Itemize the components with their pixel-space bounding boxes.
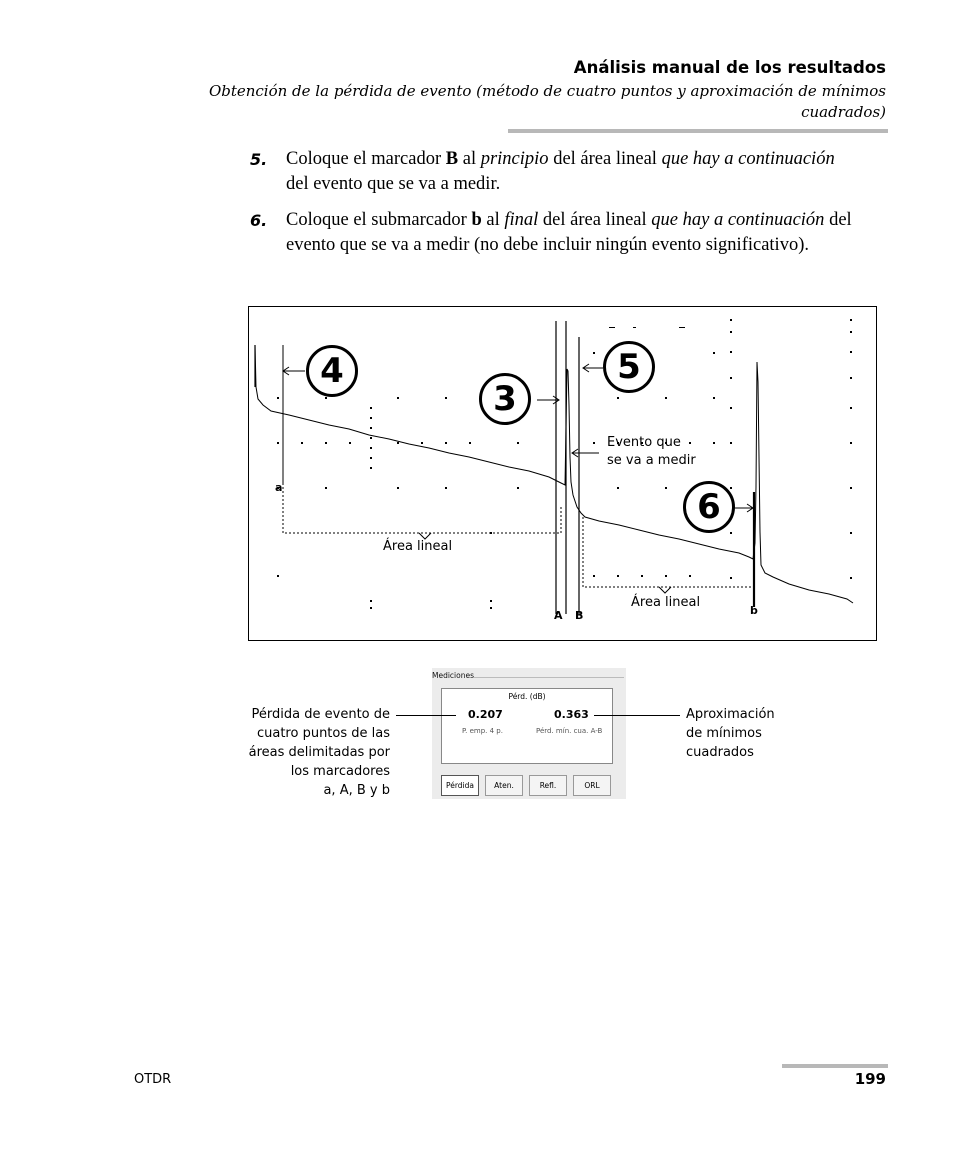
lsa-leader-line — [594, 715, 680, 716]
four-point-leader-line — [396, 715, 456, 716]
marker-a-label: a — [275, 481, 283, 494]
panel-group-title: Mediciones — [432, 671, 475, 680]
measurements-panel — [432, 668, 626, 799]
callout-5: 5 — [603, 341, 655, 393]
event-label-line1: Evento que — [607, 435, 681, 450]
four-point-loss-value: 0.207 — [468, 708, 503, 721]
tab-orl[interactable]: ORL — [573, 775, 611, 796]
callout-6: 6 — [683, 481, 735, 533]
tab-refl[interactable]: Refl. — [529, 775, 567, 796]
loss-results-box — [441, 688, 613, 764]
callout-4: 4 — [306, 345, 358, 397]
page-number: 199 — [854, 1070, 886, 1088]
step-5 — [250, 147, 860, 197]
footer-product: OTDR — [134, 1072, 172, 1087]
lsa-loss-value: 0.363 — [554, 708, 589, 721]
tab-aten[interactable]: Aten. — [485, 775, 523, 796]
loss-column-header: Pérd. (dB) — [508, 692, 546, 701]
four-point-loss-label: P. emp. 4 p. — [462, 727, 503, 735]
panel-group-rule — [474, 677, 624, 678]
step-text: Coloque el submarcador b al final del área lineal que hay a continuación del evento que se va a medir (no debe incluir ningún evento significativo). — [286, 210, 852, 255]
step-number: 6. — [250, 211, 268, 230]
header-rule — [508, 129, 888, 133]
marker-b-label: b — [750, 604, 758, 617]
lsa-loss-label: Pérd. mín. cua. A-B — [536, 727, 603, 735]
otdr-trace-figure — [248, 306, 877, 641]
tab-perdida[interactable]: Pérdida — [441, 775, 479, 796]
marker-A-label: A — [554, 609, 563, 622]
step-6 — [250, 208, 860, 258]
section-title: Análisis manual de los resultados — [573, 58, 886, 77]
footer-rule — [782, 1064, 888, 1068]
step-text: Coloque el marcador B al principio del área lineal que hay a continuación del evento que se va a medir. — [286, 149, 835, 194]
section-subtitle: Obtención de la pérdida de evento (método de cuatro puntos y aproximación de mínimos cuadrados) — [208, 82, 886, 121]
lsa-annotation: Aproximación de mínimos cuadrados — [686, 707, 775, 760]
marker-B-label: B — [575, 609, 584, 622]
linear-area-left-label: Área lineal — [383, 539, 453, 554]
four-point-annotation: Pérdida de evento de cuatro puntos de las áreas delimitadas por los marcadores a, A, B y b — [248, 707, 390, 798]
linear-area-right-label: Área lineal — [631, 595, 701, 610]
callout-3: 3 — [479, 373, 531, 425]
event-label-line2: se va a medir — [607, 453, 696, 468]
step-number: 5. — [250, 150, 268, 169]
grid-dots — [277, 319, 852, 609]
